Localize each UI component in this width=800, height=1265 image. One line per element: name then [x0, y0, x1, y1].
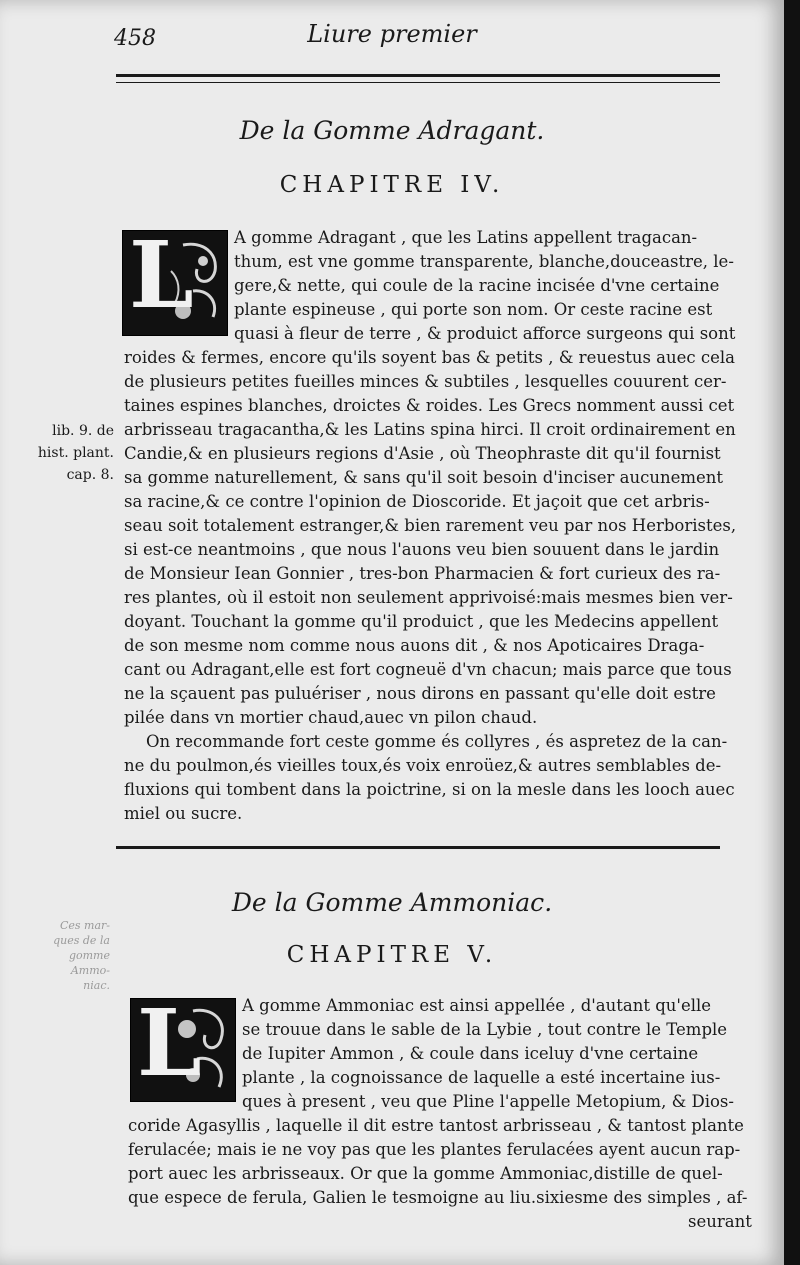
text-line: On recommande fort ceste gomme és collyres , és aspretez de la can- [146, 732, 728, 751]
text-line: doyant. Touchant la gomme qu'il produict , que les Medecins appellent [124, 612, 719, 631]
text-line: de son mesme nom comme nous auons dit , & nos Apoticaires Draga- [124, 636, 705, 655]
section-title-adragant: De la Gomme Adragant. [239, 116, 545, 145]
text-line: A gomme Adragant , que les Latins appellent tragacan- [234, 228, 698, 247]
text-line: se trouue dans le sable de la Lybie , tout contre le Temple [242, 1020, 728, 1039]
text-line: de Monsieur Iean Gonnier , tres-bon Pharmacien & fort curieux des ra- [124, 564, 721, 583]
text-line: de plusieurs petites fueilles minces & subtiles , lesquelles couurent cer- [124, 372, 727, 391]
text-line: thum, est vne gomme transparente, blanche,douceastre, le- [234, 252, 734, 271]
faint-margin-note [20, 918, 110, 993]
section-divider [116, 846, 720, 849]
ghost-line: ques de la [53, 934, 110, 947]
dropcap-letter: L [129, 230, 194, 329]
paragraph-body-s1 [124, 346, 736, 826]
text-line: fluxions qui tombent dans la poictrine, si on la mesle dans les looch auec [124, 780, 735, 799]
ghost-line: Ammo- [70, 964, 110, 977]
catchword: seurant [688, 1212, 752, 1231]
text-line: gere,& nette, qui coule de la racine incisée d'vne certaine [234, 276, 720, 295]
text-line: ne la sçauent pas puluériser , nous dirons en passant qu'elle doit estre [124, 684, 716, 703]
text-line: roides & fermes, encore qu'ils soyent bas & petits , & reuestus auec cela [124, 348, 735, 367]
ghost-line: niac. [83, 979, 110, 992]
margin-line: cap. 8. [66, 467, 114, 483]
section-title-ammoniac: De la Gomme Ammoniac. [231, 888, 553, 917]
text-line: coride Agasyllis , laquelle il dit estre tantost arbrisseau , & tantost plante [128, 1116, 744, 1135]
ghost-line: gomme [68, 949, 110, 962]
text-line: pilée dans vn mortier chaud,auec vn pilon chaud. [124, 708, 538, 727]
text-line: A gomme Ammoniac est ainsi appellée , d'autant qu'elle [242, 996, 712, 1015]
dropcap-letter: L [137, 998, 202, 1097]
text-line: que espece de ferula, Galien le tesmoigne au liu.sixiesme des simples , af- [128, 1188, 748, 1207]
margin-line: lib. 9. de [52, 423, 114, 439]
text-line: quasi à fleur de terre , & produict afforce surgeons qui sont [234, 324, 736, 343]
text-line: sa racine,& ce contre l'opinion de Dioscoride. Et jaçoit que cet arbris- [124, 492, 710, 511]
text-line: port auec les arbrisseaux. Or que la gomme Ammoniac,distille de quel- [128, 1164, 723, 1183]
page-edge-shadow [784, 0, 800, 1265]
paragraph-body-s2 [128, 1114, 752, 1234]
text-line: Candie,& en plusieurs regions d'Asie , où Theophraste dit qu'il fournist [124, 444, 721, 463]
ornamental-initial [130, 998, 236, 1102]
text-line: sa gomme naturellement, & sans qu'il soit besoin d'inciser aucunement [124, 468, 724, 487]
text-line: plante espineuse , qui porte son nom. Or ceste racine est [234, 300, 713, 319]
ghost-line: Ces mar- [59, 919, 110, 932]
text-line: arbrisseau tragacantha,& les Latins spina hirci. Il croit ordinairement en [124, 420, 736, 439]
page-number: 458 [114, 26, 156, 51]
text-line: miel ou sucre. [124, 804, 243, 823]
paragraph-lead-s2 [242, 994, 734, 1114]
chapter-heading-iv: CHAPITRE IV. [279, 172, 505, 198]
header-rule [116, 74, 720, 77]
margin-line: hist. plant. [37, 445, 114, 461]
text-line: de Iupiter Ammon , & coule dans iceluy d'vne certaine [242, 1044, 699, 1063]
text-line: taines espines blanches, droictes & roides. Les Grecs nomment aussi cet [124, 396, 735, 415]
text-line: seau soit totalement estranger,& bien rarement veu par nos Herboristes, [124, 516, 737, 535]
margin-reference [28, 420, 114, 486]
text-line: ques à present , veu que Pline l'appelle Metopium, & Dios- [242, 1092, 734, 1111]
text-line: si est-ce neantmoins , que nous l'auons veu bien souuent dans le jardin [124, 540, 720, 559]
text-line: res plantes, où il estoit non seulement apprivoisé:mais mesmes bien ver- [124, 588, 733, 607]
text-line: cant ou Adragant,elle est fort cogneuë d'vn chacun; mais parce que tous [124, 660, 732, 679]
text-line: plante , la cognoissance de laquelle a esté incertaine ius- [242, 1068, 721, 1087]
text-line: ferulacée; mais ie ne voy pas que les plantes ferulacées ayent aucun rap- [128, 1140, 741, 1159]
text-line: ne du poulmon,és vieilles toux,és voix enroüez,& autres semblables de- [124, 756, 722, 775]
paragraph-lead-s1 [234, 226, 735, 346]
running-title: Liure premier [307, 20, 477, 48]
ornamental-initial [122, 230, 228, 336]
chapter-heading-v: CHAPITRE V. [286, 942, 498, 968]
header-rule-thin [116, 82, 720, 83]
